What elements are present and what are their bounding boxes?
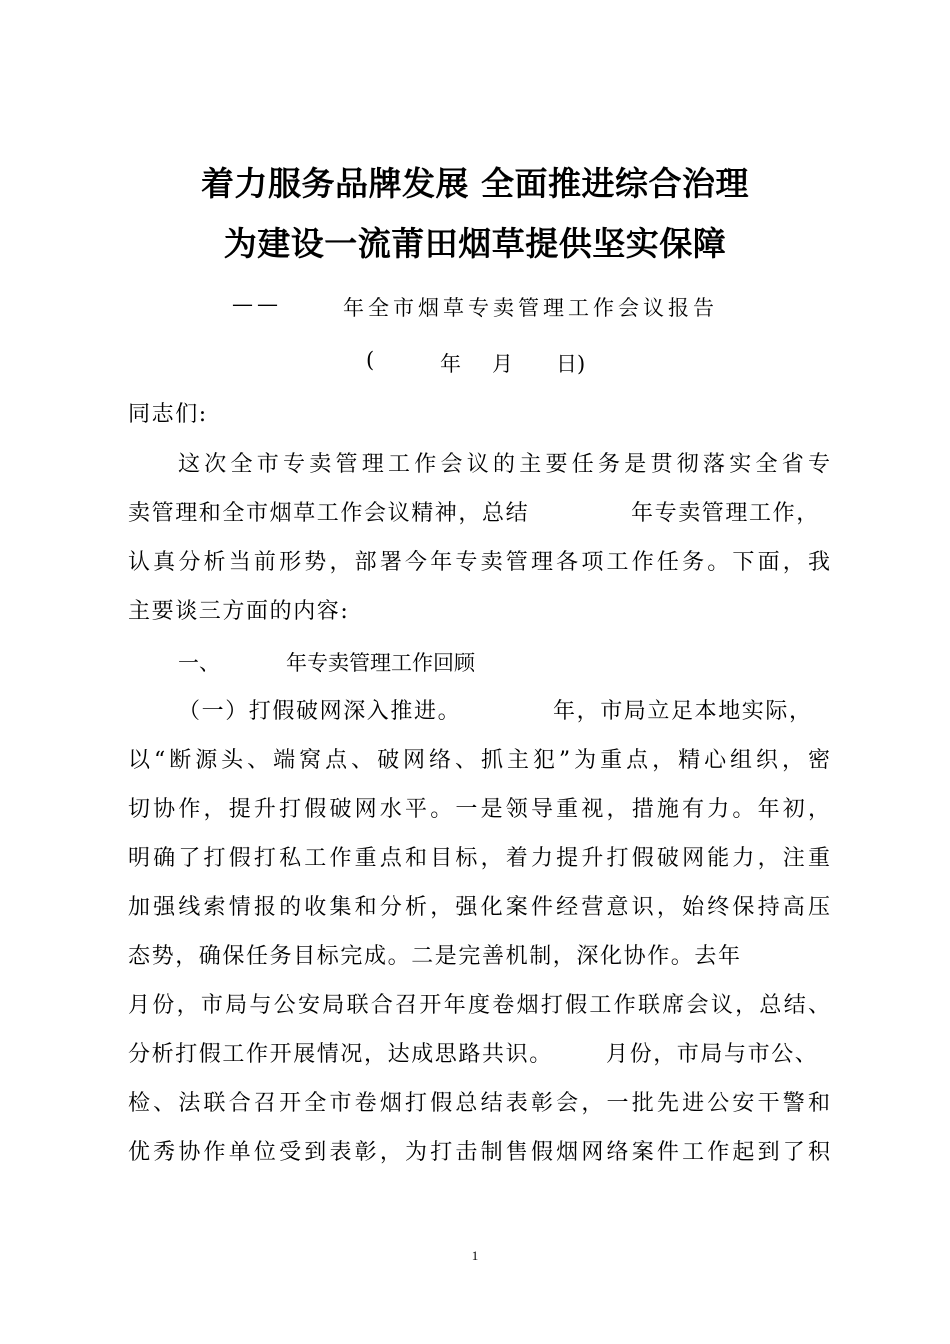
date-open-paren: ( bbox=[366, 348, 375, 372]
document-title-line2: 为建设一流莆田烟草提供坚实保障 bbox=[223, 224, 727, 263]
paragraph-line: 优秀协作单位受到表彰，为打击制售假烟网络案件工作起到了积 bbox=[128, 1140, 830, 1165]
subtitle-dash: —— bbox=[232, 292, 282, 316]
paragraph-line bbox=[178, 697, 880, 727]
paragraph-line: 加强线索情报的收集和分析，强化案件经营意识，始终保持高压 bbox=[128, 895, 830, 920]
paragraph-line-segment: 年，市局立足本地实际， bbox=[553, 699, 813, 724]
paragraph-line: 切协作，提升打假破网水平。一是领导重视，措施有力。年初， bbox=[128, 797, 830, 822]
paragraph-line: 主要谈三方面的内容: bbox=[128, 599, 350, 624]
paragraph-line-segment: （一）打假破网深入推进。 bbox=[178, 699, 462, 724]
salutation: 同志们: bbox=[128, 402, 208, 427]
paragraph-line-segment: 年专卖管理工作， bbox=[631, 501, 820, 526]
paragraph-line-segment: 月份，市局与市公、 bbox=[606, 1042, 819, 1067]
paragraph-line-segment: 卖管理和全市烟草工作会议精神，总结 bbox=[128, 501, 530, 526]
paragraph-line: 认真分析当前形势，部署今年专卖管理各项工作任务。下面，我 bbox=[128, 550, 830, 575]
section-heading-number: 一、 bbox=[178, 651, 220, 675]
paragraph-line: 态势，确保任务目标完成。二是完善机制，深化协作。去年 bbox=[128, 944, 742, 969]
date-year: 年 bbox=[440, 352, 461, 376]
paragraph-line-segment: 分析打假工作开展情况，达成思路共识。 bbox=[128, 1042, 553, 1067]
page-number: 1 bbox=[471, 1248, 479, 1263]
section-heading-text: 年专卖管理工作回顾 bbox=[286, 651, 475, 675]
paragraph-line: 以“断源头、端窝点、破网络、抓主犯”为重点，精心组织，密 bbox=[128, 748, 830, 773]
document-title-line1: 着力服务品牌发展 全面推进综合治理 bbox=[201, 164, 749, 203]
paragraph-line bbox=[128, 1040, 830, 1070]
paragraph-line: 这次全市专卖管理工作会议的主要任务是贯彻落实全省专 bbox=[178, 452, 830, 477]
paragraph-line: 明确了打假打私工作重点和目标，着力提升打假破网能力，注重 bbox=[128, 846, 830, 871]
paragraph-line bbox=[128, 499, 830, 529]
date-day: 日) bbox=[556, 352, 586, 376]
paragraph-line: 检、法联合召开全市卷烟打假总结表彰会，一批先进公安干警和 bbox=[128, 1091, 830, 1116]
subtitle-text: 年全市烟草专卖管理工作会议报告 bbox=[343, 296, 718, 320]
date-month: 月 bbox=[492, 352, 513, 376]
paragraph-line: 月份，市局与公安局联合召开年度卷烟打假工作联席会议，总结、 bbox=[128, 993, 830, 1018]
